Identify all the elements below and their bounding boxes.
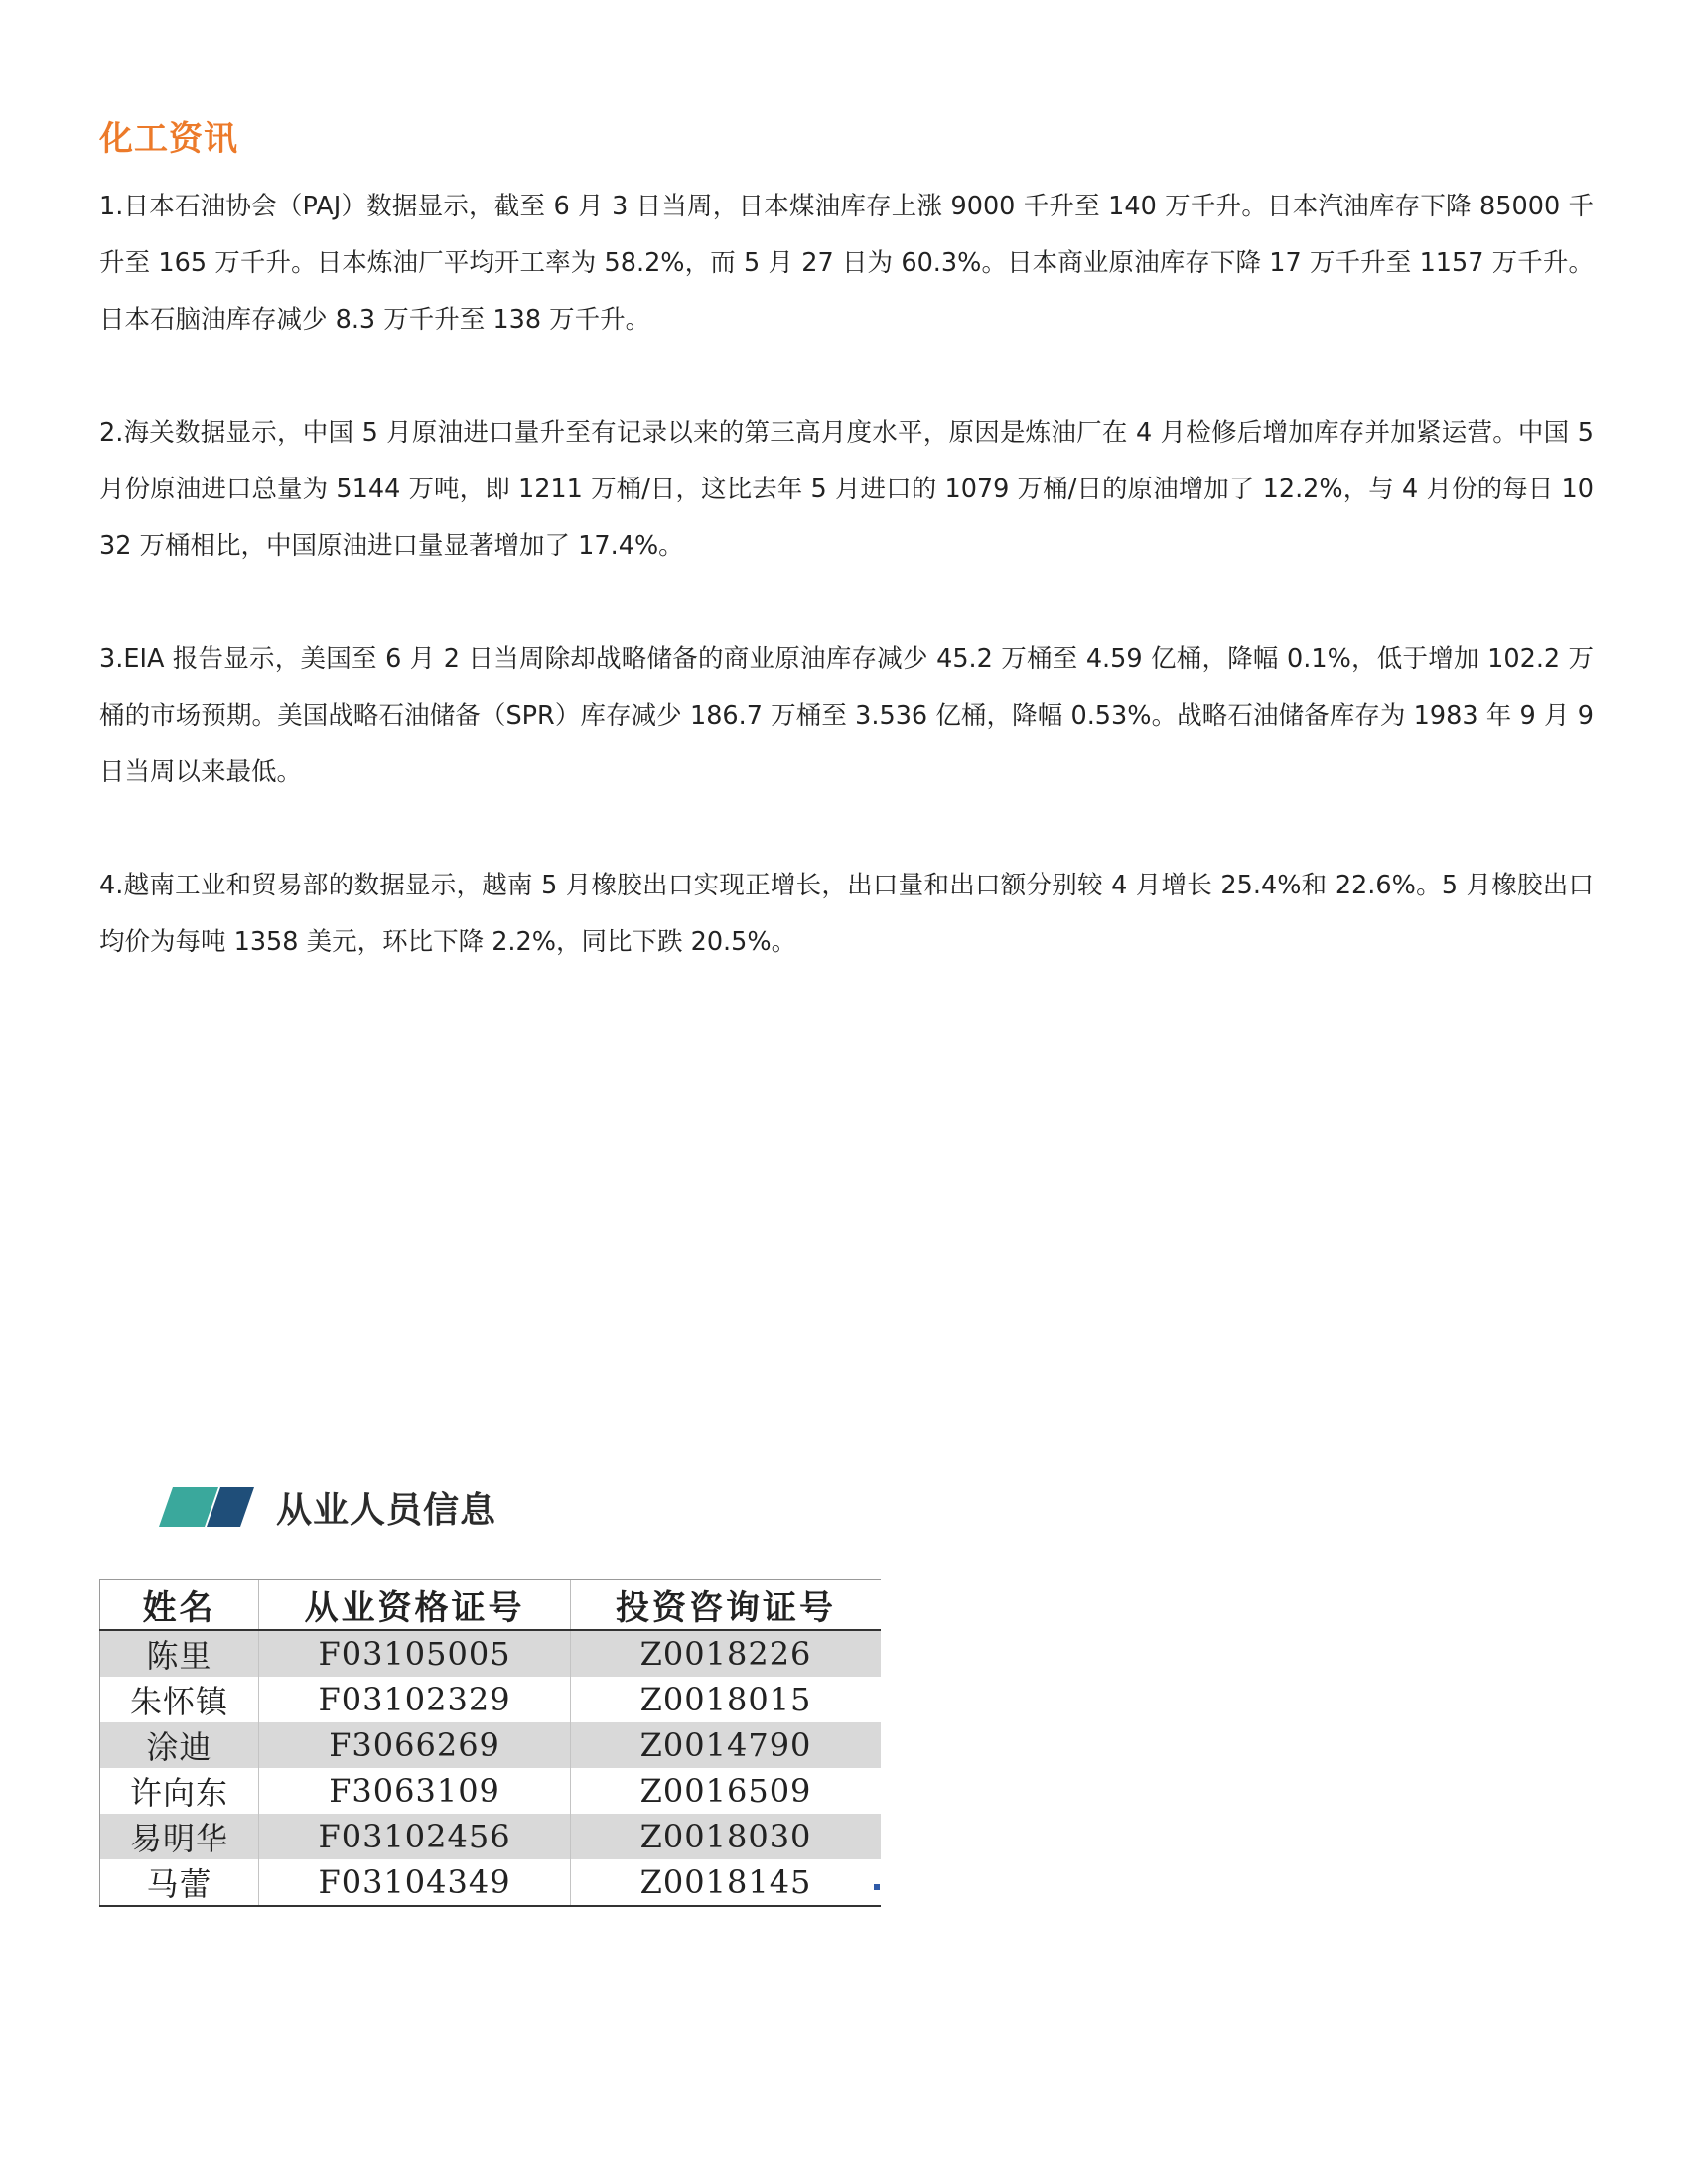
news-item-3: 3.EIA 报告显示，美国至 6 月 2 日当周除却战略储备的商业原油库存减少 45.2 万桶至 4.59 亿桶，降幅 0.1%，低于增加 102.2 万桶的市场预期。美国战略石油储备（SPR）库存减少 186.7 万桶至 3.536 亿桶，降幅 0.53%。战略石油储备库存为 1983 年 9 月 9 日当周以来最低。 [99,644,1594,787]
cell-investment: Z0018015 [571,1677,881,1722]
news-item-1: 1.日本石油协会（PAJ）数据显示，截至 6 月 3 日当周，日本煤油库存上涨 9000 千升至 140 万千升。日本汽油库存下降 85000 千升至 165 万千升。日本炼油厂平均开工率为 58.2%，而 5 月 27 日为 60.3%。日本商业原油库存下降 17 万千升至 1157 万千升。日本石脑油库存减少 8.3 万千升至 138 万千升。 [99,192,1594,335]
cell-name: 陈里 [100,1630,259,1677]
staff-table [99,1579,881,1907]
header-name: 姓名 [100,1580,259,1631]
cell-name: 许向东 [100,1768,259,1814]
cell-investment: Z0018030 [571,1814,881,1859]
cell-name: 马蕾 [100,1859,259,1906]
table-row [100,1814,882,1859]
cell-name: 朱怀镇 [100,1677,259,1722]
cell-name: 涂迪 [100,1722,259,1768]
table-corner-mark [874,1884,880,1890]
section-logo-icon [159,1485,254,1529]
cell-investment: Z0018226 [571,1630,881,1677]
cell-investment: Z0016509 [571,1768,881,1814]
table-row [100,1722,882,1768]
table-row [100,1768,882,1814]
cell-qualification: F3066269 [259,1722,571,1768]
cell-investment: Z0018145 [571,1859,881,1906]
cell-investment: Z0014790 [571,1722,881,1768]
header-qualification-number: 从业资格证号 [259,1580,571,1631]
news-section-title: 化工资讯 [99,119,238,159]
cell-qualification: F03102456 [259,1814,571,1859]
cell-qualification: F03104349 [259,1859,571,1906]
table-row [100,1677,882,1722]
staff-section-title: 从业人员信息 [276,1489,497,1531]
table-row [100,1859,882,1906]
staff-table-header-row [100,1580,882,1631]
news-item-2: 2.海关数据显示，中国 5 月原油进口量升至有记录以来的第三高月度水平，原因是炼油厂在 4 月检修后增加库存并加紧运营。中国 5 月份原油进口总量为 5144 万吨，即 1211 万桶/日，这比去年 5 月进口的 1079 万桶/日的原油增加了 12.2%，与 4 月份的每日 1032 万桶相比，中国原油进口量显著增加了 17.4%。 [99,418,1594,561]
cell-qualification: F03105005 [259,1630,571,1677]
news-list [99,179,1594,1027]
cell-qualification: F03102329 [259,1677,571,1722]
cell-name: 易明华 [100,1814,259,1859]
header-investment-number: 投资咨询证号 [571,1580,881,1631]
table-row [100,1630,882,1677]
staff-section-header [159,1477,496,1537]
cell-qualification: F3063109 [259,1768,571,1814]
news-item-4: 4.越南工业和贸易部的数据显示，越南 5 月橡胶出口实现正增长，出口量和出口额分别较 4 月增长 25.4%和 22.6%。5 月橡胶出口均价为每吨 1358 美元，环比下降 2.2%，同比下跌 20.5%。 [99,871,1594,957]
